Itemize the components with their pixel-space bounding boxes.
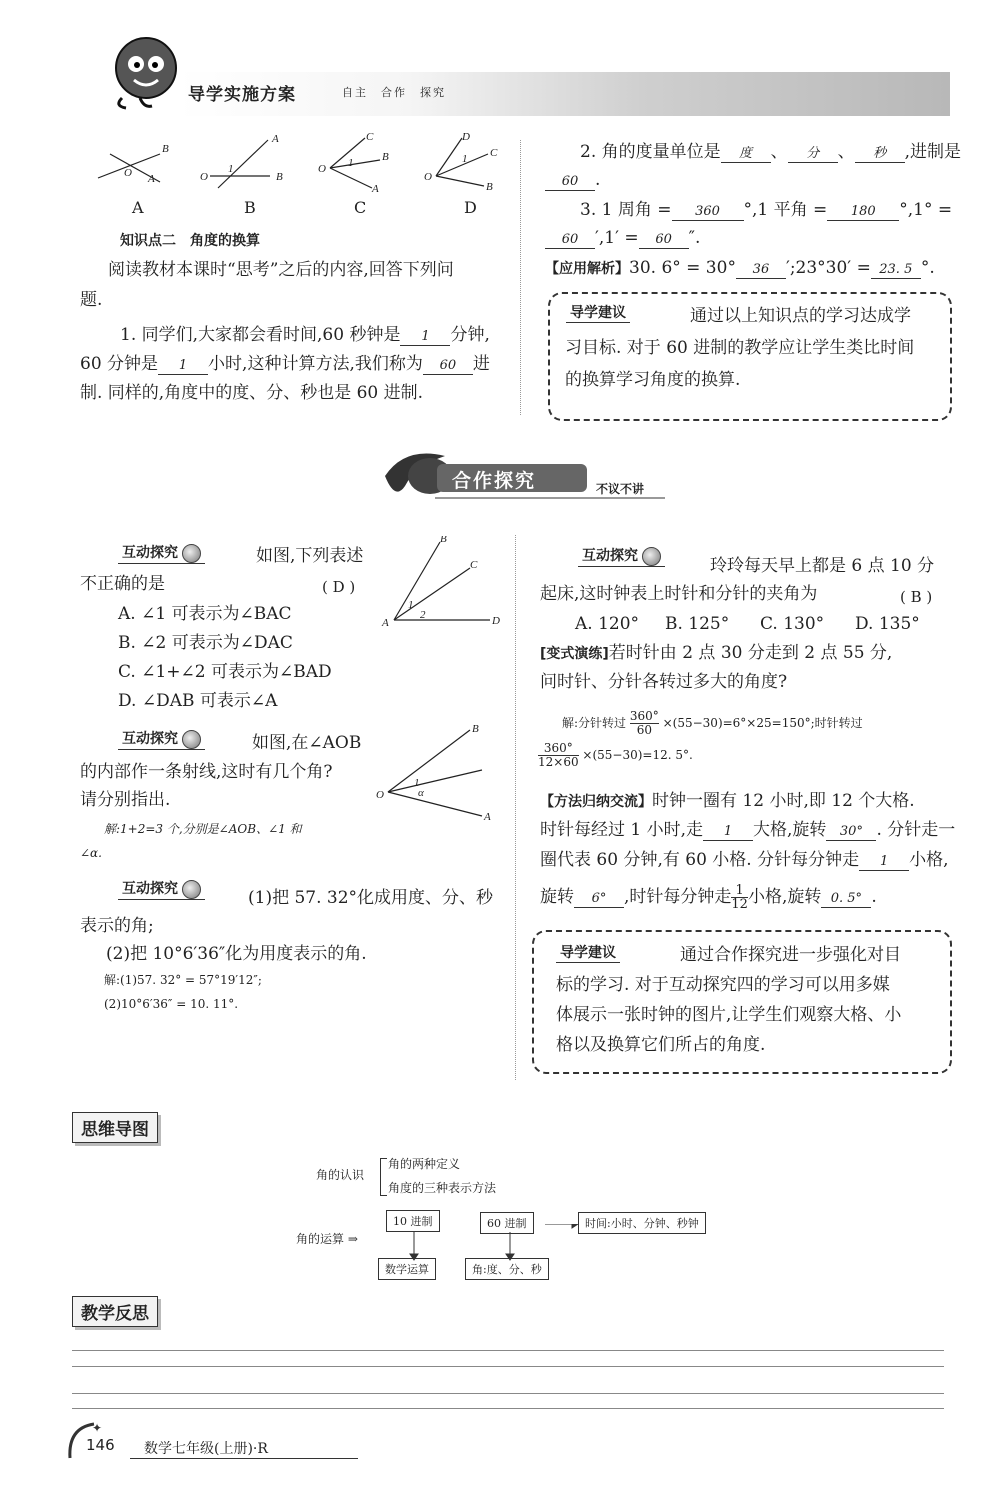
q2-line2 (545, 170, 600, 191)
q2-blank-1: 度 (721, 146, 771, 163)
knowledge-point-title: 知识点二 角度的换算 (120, 233, 260, 249)
mindmap-root-recognition: 角的认识 (316, 1168, 365, 1182)
q2-text-d: . (595, 170, 601, 190)
reflection-line-3 (72, 1393, 944, 1394)
app-text-c: ′;23°30′ = (785, 258, 871, 278)
ex4-question-b: 起床,这时钟表上时针和分针的夹角为 (540, 584, 818, 604)
kp2-q1-line1 (120, 325, 490, 346)
app-text-a: 30. 6° = 30° (629, 258, 736, 278)
header-subtitle: 自主 合作 探究 (342, 86, 446, 99)
q2-blank-2: 分 (788, 146, 838, 163)
method-label: 【方法归纳交流】 (540, 794, 652, 810)
variant-text-a: 若时针由 2 点 30 分走到 2 点 55 分, (608, 643, 893, 663)
method-text-2a: 时针每经过 1 小时,走 (540, 820, 704, 840)
method-blank-4: 6° (574, 891, 624, 908)
q1-blank-3: 60 (423, 358, 473, 375)
column-divider-2 (515, 535, 516, 1080)
svg-text:O: O (424, 171, 432, 183)
banner-title: 合作探究 (452, 470, 537, 492)
header-title: 导学实施方案 (188, 85, 296, 105)
sol-text-1b: ×(55−30)=6°×25=150°;时针转过 (662, 716, 863, 731)
svg-text:A: A (382, 617, 389, 629)
method-text-4e: . (871, 887, 877, 907)
svg-text:B: B (382, 151, 389, 163)
variant-line1 (540, 643, 892, 663)
mindmap-arrows (400, 1224, 590, 1262)
application-line (545, 258, 935, 279)
svg-text:A: A (272, 133, 279, 145)
q2-sep-1: 、 (770, 142, 788, 162)
ex2-solution-1: 解:1+2=3 个,分别是∠AOB、∠1 和 (104, 822, 302, 836)
q1-text-c: 分钟, (450, 325, 490, 345)
explore-label-1: 互动探究 (122, 545, 178, 561)
q3-text-e: ′,1′ = (595, 228, 639, 248)
ex1-option-b: B. ∠2 可表示为∠DAC (118, 633, 293, 653)
mindmap-title: 思维导图 (72, 1112, 158, 1143)
q2-line1 (580, 142, 961, 163)
q3-blank-3: 60 (545, 232, 595, 249)
q1-text-a: 1. 同学们,大家都会看时间,60 秒钟是 (120, 325, 401, 345)
mindmap-box-time: 时间:小时、分钟、秒钟 (578, 1212, 706, 1234)
method-blank-2: 30° (826, 824, 876, 841)
explore-badge-4 (578, 545, 665, 567)
q2-blank-3: 秒 (855, 146, 905, 163)
q1-blank-1: 1 (400, 329, 450, 346)
ex4-answer: ( B ) (900, 588, 933, 606)
method-fraction-numerator: 1 (731, 884, 748, 898)
explore-label-4: 互动探究 (582, 548, 638, 564)
svg-text:C: C (470, 559, 478, 571)
figure-label-a: A (132, 198, 144, 217)
svg-text:D: D (492, 615, 500, 627)
explore-badge-3 (118, 878, 205, 900)
figure-label-c: C (354, 198, 367, 217)
svg-text:A: A (484, 811, 491, 823)
mindmap-box-math-operation: 数学运算 (378, 1258, 436, 1280)
ex3-solution-2: (2)10°6′36″ = 10. 11°. (104, 997, 239, 1011)
method-blank-3: 1 (859, 854, 909, 871)
method-text-2c: 大格,旋转 (753, 820, 827, 840)
ex1-option-a: A. ∠1 可表示为∠BAC (118, 604, 292, 624)
kp2-q1-line2 (80, 354, 490, 375)
svg-text:O: O (376, 789, 384, 801)
reflection-line-4 (72, 1408, 944, 1409)
explore-label-3: 互动探究 (122, 881, 178, 897)
ball-icon (642, 547, 661, 566)
guidance2-line1: 通过合作探究进一步强化对目 (680, 945, 901, 965)
guidance1-line1: 通过以上知识点的学习达成学 (690, 306, 911, 326)
svg-text:A: A (372, 183, 379, 195)
svg-text:D: D (462, 131, 470, 143)
ex4-option-c: C. 130° (760, 614, 825, 634)
fraction2-denominator: 12×60 (538, 755, 579, 770)
ex1-option-d: D. ∠DAB 可表示∠A (118, 691, 278, 711)
ball-icon (182, 880, 201, 899)
svg-text:B: B (276, 171, 283, 183)
app-text-d: °. (920, 258, 935, 278)
q3-text-c: °,1 平角 = (743, 200, 828, 220)
ball-icon (182, 730, 201, 749)
application-label: 【应用解析】 (545, 261, 629, 277)
q3-blank-4: 60 (639, 232, 689, 249)
svg-text:B: B (486, 181, 493, 193)
ex4-option-a: A. 120° (575, 614, 640, 634)
variant-line2: 问时针、分针各转过多大的角度? (540, 672, 788, 692)
mindmap-box-base10: 10 进制 (386, 1210, 440, 1232)
method-text-4c: ,时针每分钟走 (624, 887, 732, 907)
ex3-question-a: (1)把 57. 32°化成用度、分、秒 (248, 888, 494, 908)
q1-text-e: 小时,这种计算方法,我们称为 (208, 354, 423, 374)
mascot-logo (104, 28, 184, 110)
q3-text-a: 3. 1 周角 = (580, 200, 672, 220)
ex2-angle-figure (372, 722, 502, 826)
svg-text:A: A (148, 173, 155, 185)
svg-text:B: B (162, 143, 169, 155)
svg-text:C: C (490, 147, 498, 159)
explore-label-2: 互动探究 (122, 731, 178, 747)
app-blank-2: 23. 5 (871, 262, 921, 279)
ex1-option-c: C. ∠1+∠2 可表示为∠BAD (118, 662, 332, 682)
reflection-line-2 (72, 1366, 944, 1367)
ex2-solution-2: ∠α. (80, 846, 102, 860)
mindmap-box-base60: 60 进制 (480, 1212, 534, 1234)
guidance1-line3: 的换算学习角度的换算. (565, 370, 741, 390)
ex4-solution-line1 (562, 710, 863, 737)
q1-text-f: 进 (472, 354, 490, 374)
method-line4 (540, 884, 877, 911)
method-text-2d: . 分针走一 (876, 820, 956, 840)
ex3-solution-1: 解:(1)57. 32° = 57°19′12″; (104, 973, 262, 987)
svg-text:1: 1 (348, 157, 354, 169)
angle-figures (90, 130, 510, 220)
right-arrow-icon: ⇒ (347, 1232, 358, 1246)
svg-text:B: B (440, 536, 447, 545)
q2-blank-4: 60 (545, 174, 595, 191)
q3-line2 (545, 228, 700, 249)
mindmap-brace (380, 1158, 387, 1196)
mindmap-branch-notations: 角度的三种表示方法 (388, 1181, 497, 1195)
guidance-label-1: 导学建议 (566, 302, 630, 323)
svg-text:O: O (124, 167, 132, 179)
ex4-option-b: B. 125° (665, 614, 730, 634)
kp2-intro-line1: 阅读教材本课时“思考”之后的内容,回答下列问 (108, 260, 454, 280)
svg-text:2: 2 (420, 609, 426, 621)
q3-line1 (580, 200, 952, 221)
svg-text:1: 1 (462, 153, 468, 165)
svg-text:B: B (472, 723, 479, 735)
svg-text:1: 1 (414, 777, 420, 789)
footer-book-title: 数学七年级(上册)·R (144, 1441, 268, 1457)
mindmap-root-operation-text: 角的运算 (296, 1232, 345, 1246)
kp2-intro-line2: 题. (80, 290, 103, 310)
method-text-4d: 小格,旋转 (747, 887, 822, 907)
method-fraction-denominator: 12 (731, 897, 748, 912)
ex2-question-b: 的内部作一条射线,这时有几个角? (80, 762, 333, 782)
app-blank-1: 36 (736, 262, 786, 279)
guidance1-line2: 习目标. 对于 60 进制的教学应让学生类比时间 (565, 338, 915, 358)
svg-text:O: O (200, 171, 208, 183)
mindmap-branch-definitions: 角的两种定义 (388, 1157, 461, 1171)
explore-badge-2 (118, 728, 205, 750)
svg-text:1: 1 (408, 599, 414, 611)
method-line2 (540, 820, 955, 841)
method-line3 (540, 850, 949, 871)
variant-label: [变式演练] (540, 646, 609, 662)
ex1-question-b: 不正确的是 (80, 574, 165, 594)
method-blank-1: 1 (703, 824, 753, 841)
q1-text-d: 60 分钟是 (80, 354, 159, 374)
figure-label-b: B (244, 198, 256, 217)
q2-text-a: 2. 角的度量单位是 (580, 142, 721, 162)
fraction2-numerator: 360° (538, 742, 579, 756)
ex2-question-a: 如图,在∠AOB (252, 733, 362, 753)
q3-text-d: °,1° = (899, 200, 953, 220)
footer-rule (130, 1458, 358, 1459)
banner-note: 不议不讲 (596, 482, 645, 496)
guidance2-line3: 体展示一张时钟的图片,让学生们观察大格、小 (556, 1005, 902, 1025)
svg-text:1: 1 (228, 163, 234, 175)
q1-blank-2: 1 (158, 358, 208, 375)
reflection-line-1 (72, 1350, 944, 1351)
reflection-title: 教学反思 (72, 1296, 158, 1327)
ex2-question-c: 请分别指出. (80, 790, 171, 810)
q2-text-c: ,进制是 (904, 142, 962, 162)
explore-badge-1 (118, 542, 205, 564)
sol-text-1a: 解:分针转过 (562, 716, 627, 731)
method-text-4a: 旋转 (540, 887, 574, 907)
figure-label-d: D (464, 198, 477, 217)
svg-text:O: O (318, 163, 326, 175)
kp2-q1-line3: 制. 同样的,角度中的度、分、秒也是 60 进制. (80, 383, 424, 403)
ex3-question-c: (2)把 10°6′36″化为用度表示的角. (106, 944, 367, 964)
guidance-label-2: 导学建议 (556, 942, 620, 963)
ex3-question-b: 表示的角; (80, 916, 154, 936)
q2-sep-2: 、 (837, 142, 855, 162)
svg-text:α: α (418, 787, 424, 799)
mindmap-box-angle-units: 角:度、分、秒 (465, 1258, 549, 1280)
method-text-1: 时钟一圈有 12 小时,即 12 个大格. (652, 791, 915, 811)
ex1-answer: ( D ) (322, 578, 356, 596)
ex4-option-d: D. 135° (855, 614, 920, 634)
method-text-3a: 圈代表 60 分钟,有 60 小格. 分针每分钟走 (540, 850, 860, 870)
ex1-question-a: 如图,下列表述 (256, 546, 364, 566)
q3-blank-1: 360 (672, 204, 744, 221)
page-number: 146 (86, 1436, 115, 1454)
q3-text-f: ″. (688, 228, 701, 248)
svg-text:C: C (366, 131, 374, 143)
sol-text-2b: ×(55−30)=12. 5°. (582, 748, 693, 763)
method-blank-5: 0. 5° (821, 891, 871, 908)
method-line1 (540, 791, 915, 811)
ex4-solution-line2 (538, 742, 693, 769)
mindmap-root-operation (296, 1232, 358, 1246)
fraction1-denominator: 60 (636, 723, 652, 738)
q3-blank-2: 180 (827, 204, 899, 221)
guidance2-line2: 标的学习. 对于互动探究四的学习可以用多媒 (556, 975, 890, 995)
ex4-question-a: 玲玲每天早上都是 6 点 10 分 (710, 556, 935, 576)
method-text-3c: 小格, (909, 850, 949, 870)
fraction1-numerator: 360° (629, 709, 659, 723)
ball-icon (182, 544, 201, 563)
svg-text:✦: ✦ (92, 1421, 103, 1435)
guidance2-line4: 格以及换算它们所占的角度. (556, 1035, 766, 1055)
column-divider (520, 140, 521, 415)
ex1-angle-figure (378, 536, 508, 636)
